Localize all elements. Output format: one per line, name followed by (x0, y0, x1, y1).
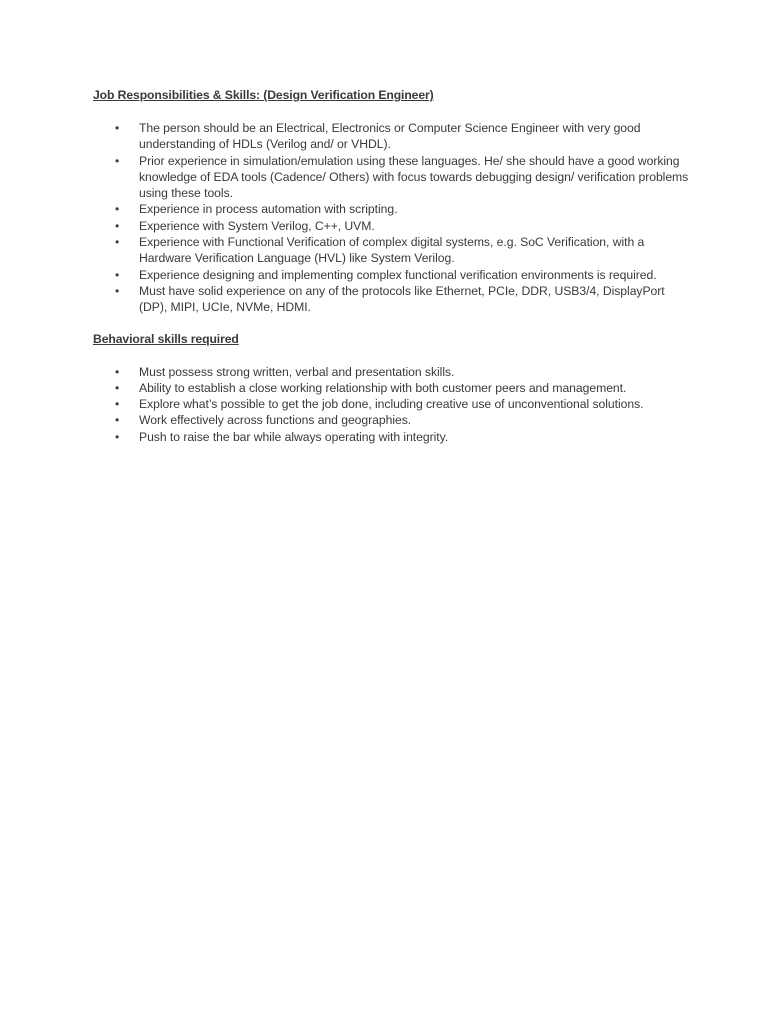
list-item (93, 396, 693, 412)
list-item-text: Prior experience in simulation/emulation using these languages. He/ she should have a good working knowledge of EDA tools (Cadence/ Others) with focus towards debugging design/ verification problems using these tools. (139, 153, 689, 201)
document-page (93, 87, 693, 445)
list-item-text: The person should be an Electrical, Electronics or Computer Science Engineer with very good understanding of HDLs (Verilog and/ or VHDL). (139, 121, 641, 152)
job-responsibilities-list (93, 120, 693, 316)
section-heading-job-responsibilities: Job Responsibilities & Skills: (Design Verification Engineer) (93, 88, 434, 102)
list-item-text: Work effectively across functions and geographies. (139, 413, 412, 428)
section-heading-behavioral-skills: Behavioral skills required (93, 331, 239, 346)
behavioral-skills-list (93, 364, 693, 445)
list-item (93, 429, 693, 445)
list-item (93, 201, 693, 217)
bullet-icon: • (115, 364, 120, 379)
bullet-icon: • (115, 413, 120, 428)
list-item-text: Experience with Functional Verification of complex digital systems, e.g. SoC Verification, with a Hardware Verification Language (HVL) like System Verilog. (139, 235, 645, 266)
list-item-text: Explore what’s possible to get the job done, including creative use of unconventional solutions. (139, 397, 644, 412)
list-item (93, 267, 693, 283)
bullet-icon: • (115, 267, 120, 282)
list-item (93, 412, 693, 428)
bullet-icon: • (115, 380, 120, 395)
bullet-icon: • (115, 429, 120, 444)
bullet-icon: • (115, 283, 120, 298)
bullet-icon: • (115, 202, 120, 217)
list-item-text: Experience in process automation with scripting. (139, 202, 398, 217)
list-item-text: Must possess strong written, verbal and presentation skills. (139, 364, 455, 379)
list-item (93, 218, 693, 234)
list-item-text: Experience with System Verilog, C++, UVM. (139, 218, 375, 233)
bullet-icon: • (115, 397, 120, 412)
list-item-text: Push to raise the bar while always operating with integrity. (139, 429, 449, 444)
bullet-icon: • (115, 218, 120, 233)
list-item (93, 120, 693, 153)
list-item-text: Experience designing and implementing complex functional verification environments is required. (139, 267, 657, 282)
list-item (93, 380, 693, 396)
bullet-icon: • (115, 121, 120, 135)
bullet-icon: • (115, 153, 120, 168)
list-item (93, 234, 693, 267)
list-item-text: Ability to establish a close working relationship with both customer peers and management. (139, 380, 627, 395)
list-item (93, 364, 693, 380)
list-item (93, 283, 693, 316)
list-item (93, 153, 693, 202)
bullet-icon: • (115, 235, 120, 250)
list-item-text: Must have solid experience on any of the protocols like Ethernet, PCIe, DDR, USB3/4, DisplayPort (DP), MIPI, UCIe, NVMe, HDMI. (139, 283, 665, 315)
